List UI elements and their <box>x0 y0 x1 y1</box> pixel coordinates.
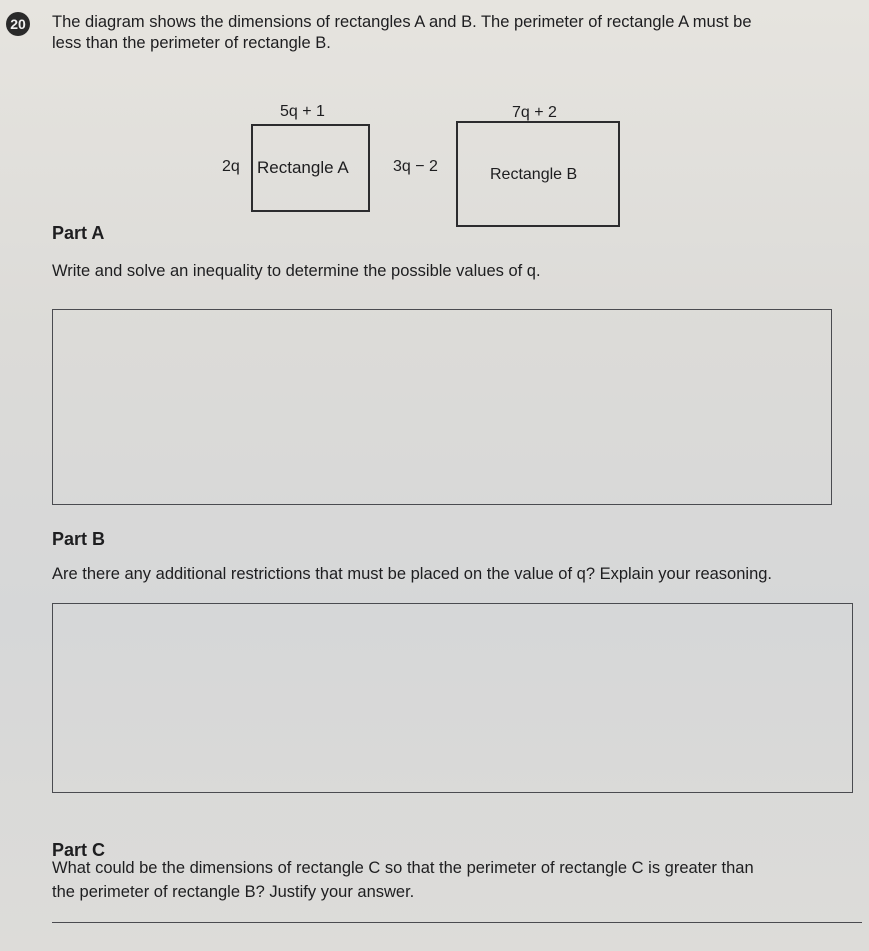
rect-b-top-label: 7q + 2 <box>512 104 557 121</box>
part-a-answer-box[interactable] <box>52 309 832 505</box>
rect-a-name: Rectangle A <box>257 158 349 177</box>
rect-b-name: Rectangle B <box>490 166 578 183</box>
question-number-badge: 20 <box>6 12 30 36</box>
question-stem-line-1: The diagram shows the dimensions of rectangles A and B. The perimeter of rectangle A must be <box>52 13 752 31</box>
part-a-prompt: Write and solve an inequality to determine the possible values of q. <box>52 262 541 280</box>
rect-a-top-label: 5q + 1 <box>280 103 325 120</box>
rect-b-side-label: 3q − 2 <box>393 158 438 175</box>
part-c-prompt-line-2: the perimeter of rectangle B? Justify your answer. <box>52 883 415 901</box>
part-b-title: Part B <box>52 529 106 549</box>
part-a-title: Part A <box>52 223 105 243</box>
question-stem-line-2: less than the perimeter of rectangle B. <box>52 34 331 52</box>
rect-a-side-label: 2q <box>222 158 240 175</box>
part-b-answer-box[interactable] <box>52 603 853 793</box>
part-c-answer-box-top[interactable] <box>52 922 862 923</box>
rectangles-diagram <box>0 0 869 230</box>
part-c-title: Part C <box>52 840 106 860</box>
part-c-prompt-line-1: What could be the dimensions of rectangle C so that the perimeter of rectangle C is greater than <box>52 859 754 877</box>
part-b-prompt: Are there any additional restrictions that must be placed on the value of q? Explain your reasoning. <box>52 565 773 583</box>
